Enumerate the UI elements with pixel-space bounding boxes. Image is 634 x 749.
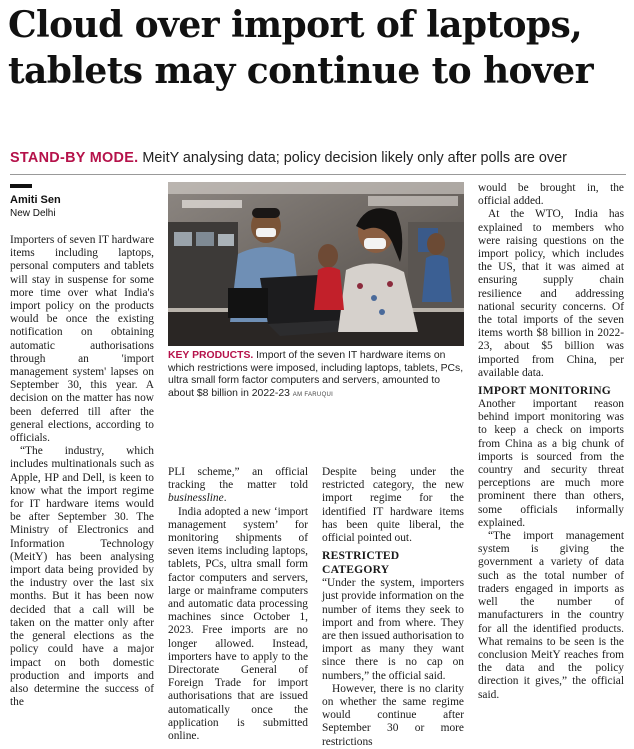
paragraph: “The industry, which includes multinationals such as Apple, HP and Dell, is keen to know what the import regime for IT hardware items would be after September 30. The Ministry of Electronics and Information Technology (MeitY) has been analysing import data being provided by the industry over the last six months. But it has been now decided that a call will be taken on the matter only after the general elections as the policy could have a major impact on both domestic production and imports and also determine the success of the <box>10 445 154 709</box>
paragraph: “The import management system is giving the government a variety of data such as the total number of traders engaged in imports as well the number of manufacturers in the country for all the identified products. What remains to be seen is the conclusion MeitY reaches from the data and the policy direction it gives,” the official said. <box>478 530 624 701</box>
paragraph: India adopted a new ‘import management system’ for monitoring shipments of seven items including laptops, tablets, PCs, ultra small form factor computers and servers, large or mainframe computers and automatic data processing machines since October 1, 2023. Free imports are no longer allowed. Instead, importers have to apply to the Directorate General of Foreign Trade for import authorisations that are issued automatically once the application is submitted online. <box>168 505 308 743</box>
photo-caption <box>168 350 464 401</box>
paragraph-text: PLI scheme,” an official tracking the matter told <box>168 466 308 492</box>
article-column-3 <box>322 466 464 749</box>
paragraph <box>168 466 308 506</box>
paragraph: Despite being under the restricted category, the new import regime for the identified IT hardware items has been quite liberal, the official pointed out. <box>322 466 464 545</box>
article-column-2 <box>168 466 308 743</box>
paragraph: would be brought in, the official added. <box>478 182 624 208</box>
paragraph: “Under the system, importers just provide information on the number of items they seek to import and from where. They are then issued authorisation to import as many they want since there is no cap on numbers,” the official said. <box>322 577 464 682</box>
paragraph-end: . <box>223 492 227 505</box>
deck-kicker: STAND-BY MODE. <box>10 150 139 166</box>
headline-line-1: Cloud over import of laptops, <box>8 4 583 46</box>
paragraph: Another important reason behind import monitoring was to keep a check on imports from China as a big chunk of imports is sourced from the country and security threat perceptions are much more prominent there than others, some officials informally explained. <box>478 398 624 529</box>
paragraph: At the WTO, India has explained to members who were raising questions on the import policy, which includes the US, that it was aimed at ensuring supply chain resilience and addressing national security concerns. Of the total imports of the seven items worth $8 billion in 2022-23, about $5 billion was imported from China, per available data. <box>478 208 624 379</box>
article-column-1 <box>10 234 154 709</box>
deck <box>10 148 630 168</box>
subheading-import-monitoring: IMPORT MONITORING <box>478 384 612 398</box>
publication-name: businessline <box>168 492 224 505</box>
photo-illustration <box>168 182 464 346</box>
dateline-place: New Delhi <box>10 208 56 219</box>
article-column-4 <box>478 182 624 702</box>
byline-bar <box>10 184 32 188</box>
paragraph: However, there is no clarity on whether the same regime would continue after September 30 or more restrictions <box>322 682 464 748</box>
photo-credit: AM FARUQUI <box>292 391 334 398</box>
paragraph: Importers of seven IT hardware items including laptops, personal computers and tablets will stay in suspense for some more time over what India's import policy on the products would be once the existing notification on obtaining automatic authorisations through an 'import management system' lapses on September 30, this year. A decision on the matter has now been deferred till after the general elections, according to officials. <box>10 234 155 445</box>
news-photo <box>168 182 464 346</box>
caption-text: Import of the seven IT hardware items on which restrictions were imposed, including laptops, tablets, PCs, ultra small form factor computers and servers, amounted to about $8 billion in 2022-23 <box>168 350 464 399</box>
headline <box>8 2 628 94</box>
divider-rule <box>10 174 626 175</box>
headline-line-2: tablets may continue to hover <box>8 50 593 92</box>
subheading-restricted-category: RESTRICTED CATEGORY <box>322 549 400 577</box>
caption-kicker: KEY PRODUCTS. <box>168 350 254 361</box>
author-name: Amiti Sen <box>10 194 61 206</box>
deck-text: MeitY analysing data; policy decision likely only after polls are over <box>142 150 567 166</box>
